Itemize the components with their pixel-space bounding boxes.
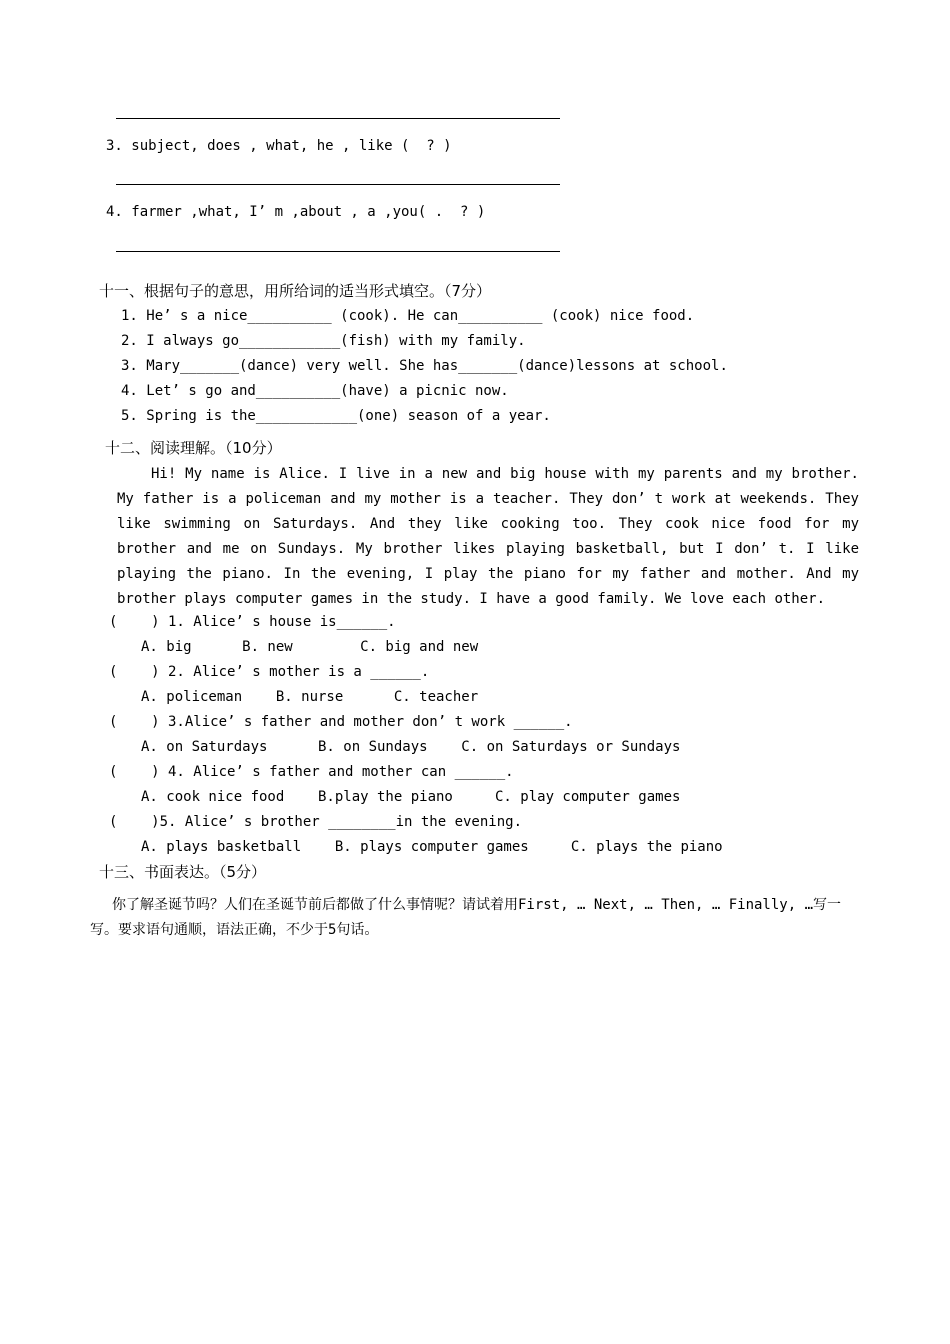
section-heading-13: 十三、书面表达。（5分）: [99, 863, 267, 881]
reading-passage: Hi! My name is Alice. I live in a new and big house with my parents and my brother. My father is a policeman and my mother is a teacher. They don’ t work at weekends. They like swimming on Saturdays. And they like cooking too. They cook nice food for my brother and me on Sundays. My brother likes playing basketball, but I don’ t. I like playing the piano. In the evening, I play the piano for my father and mother. And my brother plays computer games in the study. I have a good family. We love each other.: [117, 466, 859, 607]
fill-blank-item: 2. I always go____________(fish) with my family.: [121, 333, 526, 349]
sentence-ordering-item: 3. subject, does , what, he , like ( ? ): [106, 138, 452, 154]
question-options: A. big B. new C. big and new: [141, 639, 479, 655]
answer-line: [116, 184, 560, 185]
section-heading-12: 十二、阅读理解。（10分）: [105, 439, 282, 457]
question-options: A. on Saturdays B. on Sundays C. on Saturdays or Sundays: [141, 739, 681, 755]
answer-line: [116, 251, 560, 252]
question-options: A. policeman B. nurse C. teacher: [141, 689, 479, 705]
fill-blank-item: 4. Let’ s go and__________(have) a picnic now.: [121, 383, 509, 399]
writing-prompt: 你了解圣诞节吗？人们在圣诞节前后都做了什么事情呢？请试着用First, … Next, … Then, … Finally, …写一写。要求语句通顺，语法正确，不少于5句话。: [90, 897, 842, 938]
question-stem: ( ) 3.Alice’ s father and mother don’ t work ______.: [109, 714, 573, 730]
sentence-ordering-item: 4. farmer ,what, I’ m ,about , a ,you( . ? ): [106, 204, 486, 220]
question-stem: ( )5. Alice’ s brother ________in the evening.: [109, 814, 523, 830]
fill-blank-item: 3. Mary_______(dance) very well. She has_______(dance)lessons at school.: [121, 358, 728, 374]
fill-blank-item: 1. He’ s a nice__________ (cook). He can__________ (cook) nice food.: [121, 308, 695, 324]
question-stem: ( ) 4. Alice’ s father and mother can ______.: [109, 764, 514, 780]
question-stem: ( ) 1. Alice’ s house is______.: [109, 614, 396, 630]
section-heading-11: 十一、根据句子的意思，用所给词的适当形式填空。（7分）: [99, 282, 492, 300]
question-options: A. plays basketball B. plays computer games C. plays the piano: [141, 839, 723, 855]
question-stem: ( ) 2. Alice’ s mother is a ______.: [109, 664, 430, 680]
answer-line: [116, 118, 560, 119]
fill-blank-item: 5. Spring is the____________(one) season of a year.: [121, 408, 551, 424]
question-options: A. cook nice food B.play the piano C. play computer games: [141, 789, 681, 805]
